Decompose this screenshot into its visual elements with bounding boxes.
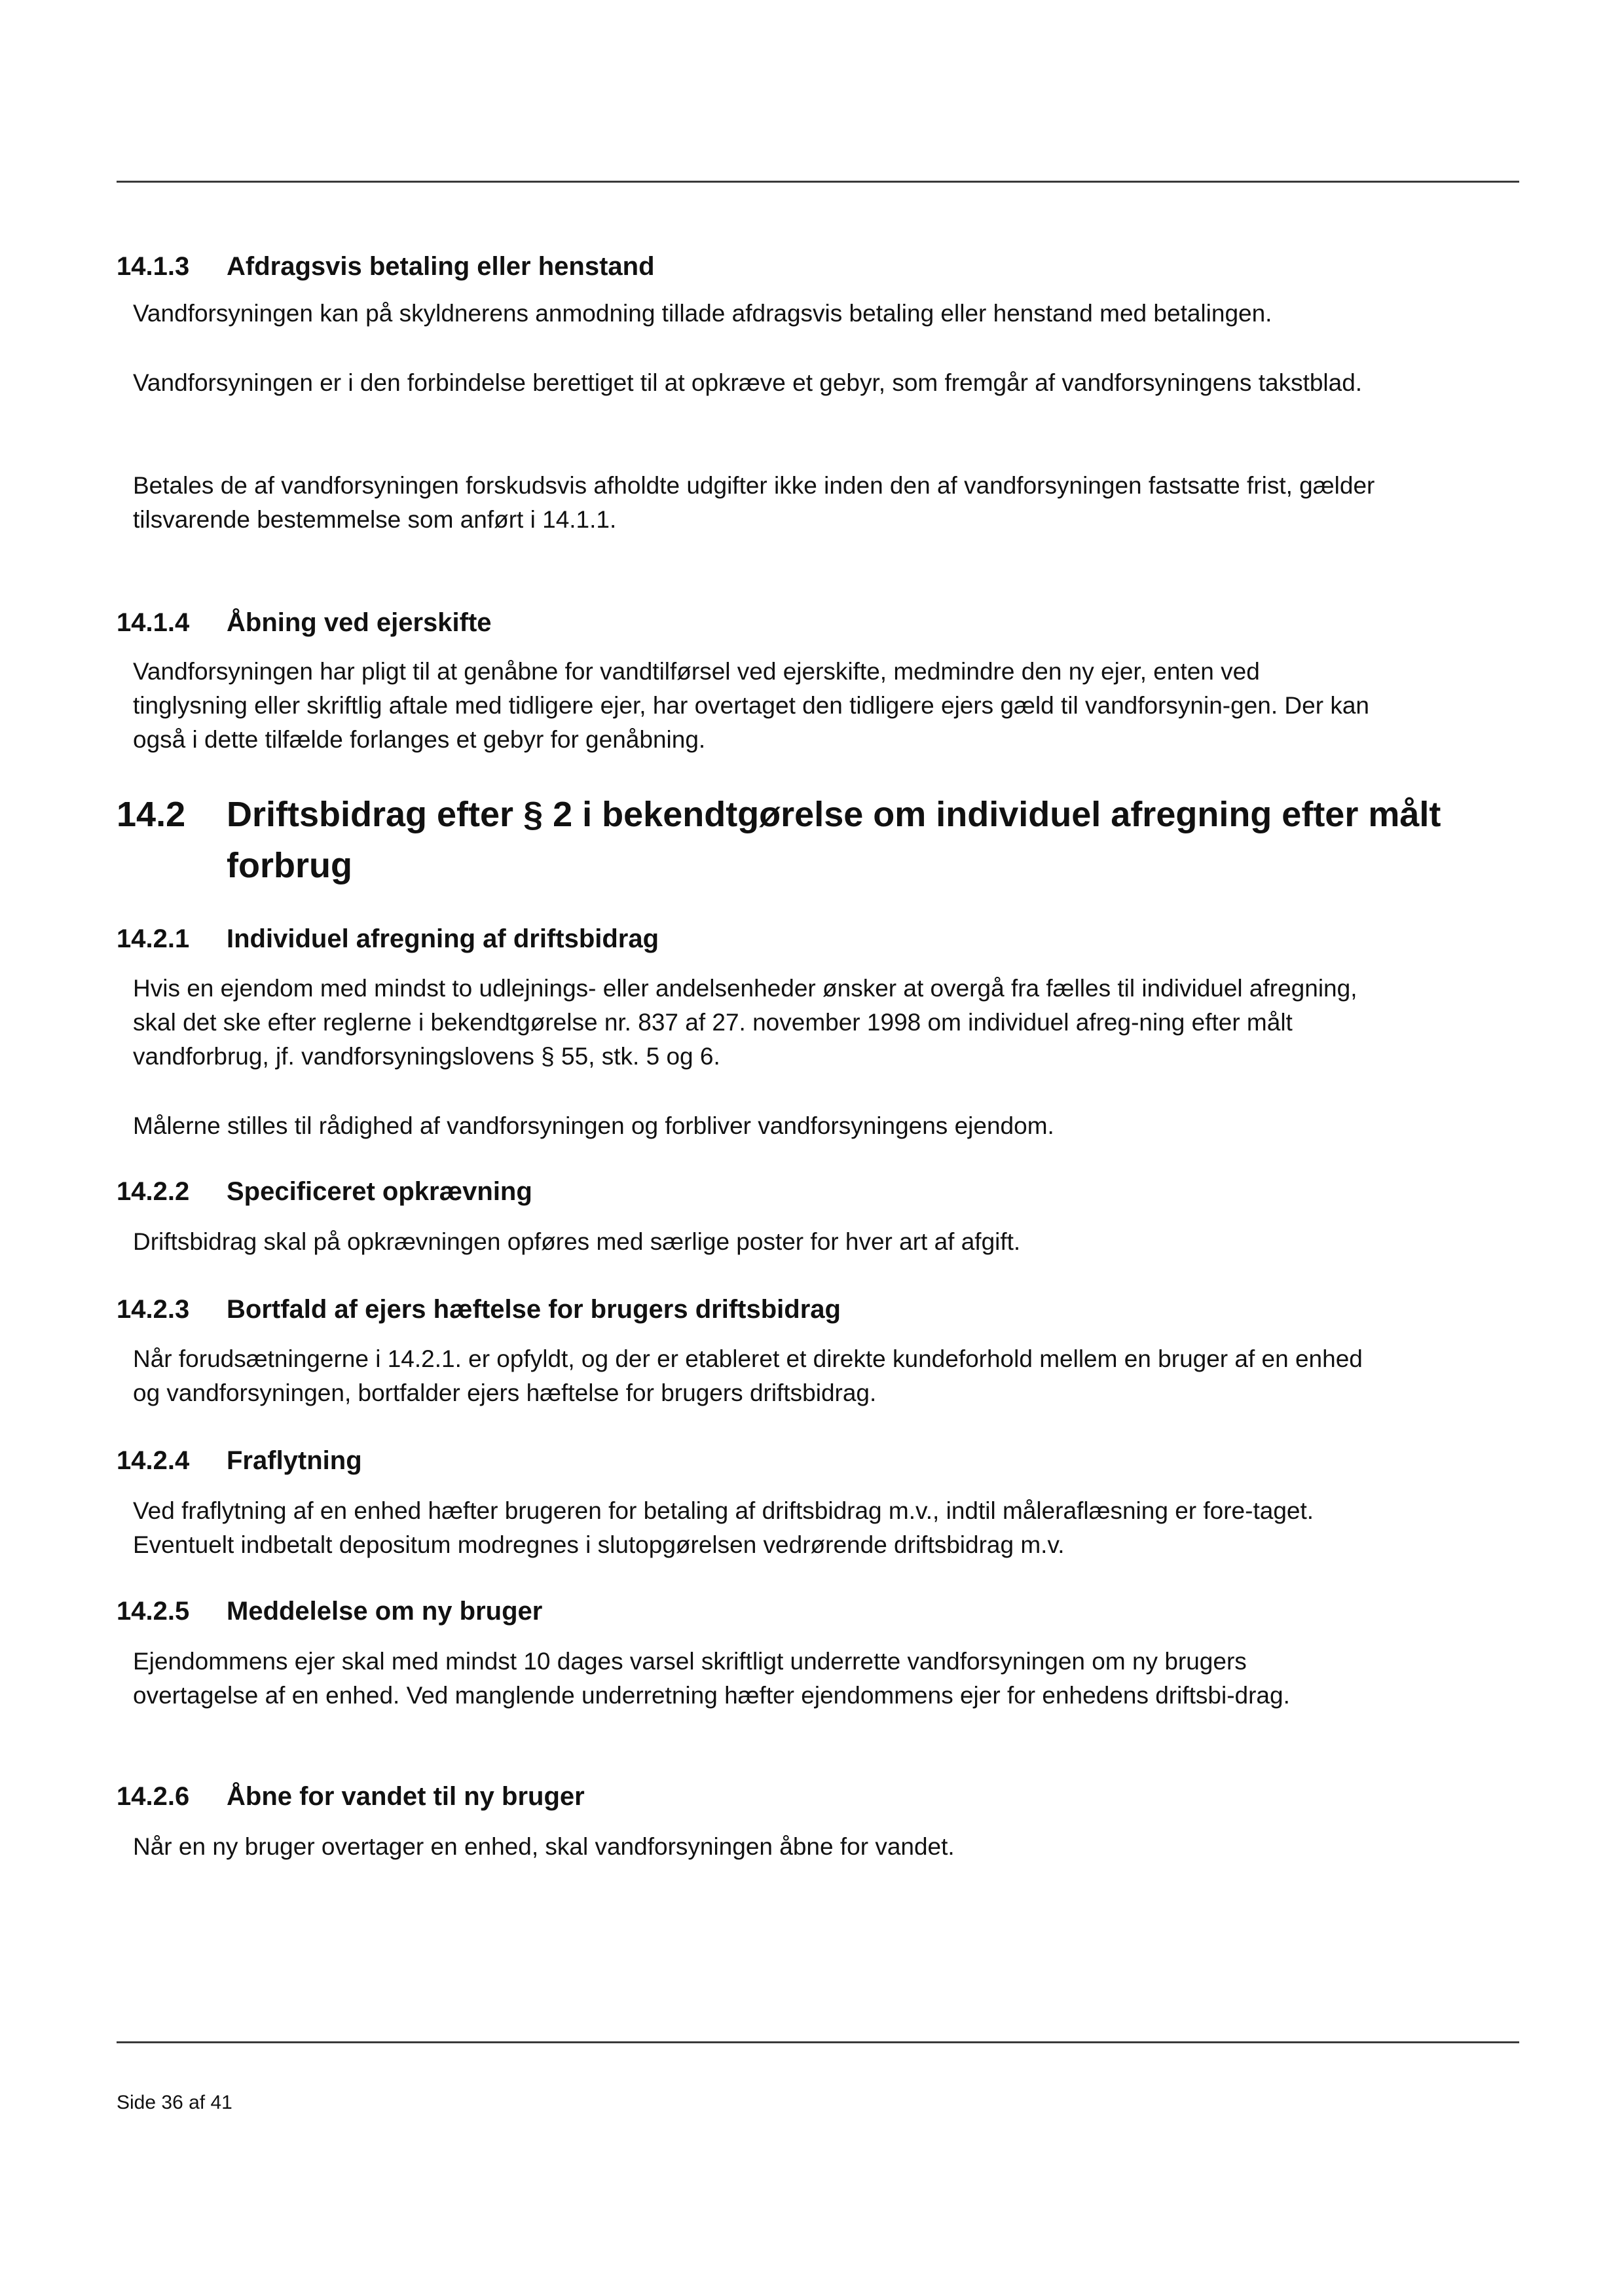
section-heading-14-2-6 (117, 1779, 585, 1813)
paragraph: Driftsbidrag skal på opkrævningen opføres med særlige poster for hver art af afgift. (133, 1228, 1021, 1255)
section-title: Åbne for vandet til ny bruger (227, 1782, 585, 1811)
section-number: 14.1.4 (117, 608, 190, 637)
paragraph: Vandforsyningen kan på skyldnerens anmodning tillade afdragsvis betaling eller henstand med betalingen. (133, 300, 1272, 327)
section-number: 14.2.5 (117, 1597, 190, 1626)
paragraph: Når forudsætningerne i 14.2.1. er opfyldt, og der er etableret et direkte kundeforhold mellem en bruger af en enhed og vandforsyningen, bortfalder ejers hæftelse for brugers driftsbidrag. (133, 1345, 1363, 1406)
page-number: Side 36 af 41 (117, 2092, 232, 2113)
footer-rule (117, 2041, 1519, 2043)
section-heading-14-2-1 (117, 922, 659, 956)
section-heading-14-2-2 (117, 1175, 532, 1209)
section-title: Bortfald af ejers hæftelse for brugers driftsbidrag (227, 1295, 841, 1324)
paragraph: Betales de af vandforsyningen forskudsvis afholdte udgifter ikke inden den af vandforsyningen fastsatte frist, gælder tilsvarende bestemmelse som anført i 14.1.1. (133, 472, 1375, 533)
section-number: 14.2.2 (117, 1177, 190, 1206)
section-heading-14-2-3 (117, 1292, 841, 1326)
paragraph: Ved fraflytning af en enhed hæfter brugeren for betaling af driftsbidrag m.v., indtil måleraflæsning er fore-taget. Eventuelt indbetalt depositum modregnes i slutopgørelsen vedrørende driftsbidrag m.v. (133, 1497, 1314, 1558)
paragraph: Ejendommens ejer skal med mindst 10 dages varsel skriftligt underrette vandforsyningen om ny brugers overtagelse af en enhed. Ved manglende underretning hæfter ejendommens ejer for enhedens driftsbi-drag. (133, 1648, 1290, 1709)
paragraph: Målerne stilles til rådighed af vandforsyningen og forbliver vandforsyningens ejendom. (133, 1112, 1054, 1139)
section-number: 14.2 (117, 795, 186, 834)
paragraph: Hvis en ejendom med mindst to udlejnings- eller andelsenheder ønsker at overgå fra fælles til individuel afregning, skal det ske efter reglerne i bekendtgørelse nr. 837 af 27. november 1998 om individuel afreg-ning efter målt vandforbrug, jf. vandforsyningslovens § 55, stk. 5 og 6. (133, 975, 1357, 1070)
paragraph: Vandforsyningen har pligt til at genåbne for vandtilførsel ved ejerskifte, medmindre den ny ejer, enten ved tinglysning eller skriftlig aftale med tidligere ejer, har overtaget den tidligere ejers gæld til vandforsynin-gen. Der kan også i dette tilfælde forlanges et gebyr for genåbning. (133, 658, 1369, 753)
section-heading-14-1-4 (117, 606, 492, 640)
section-heading-14-2 (117, 789, 1471, 891)
section-heading-14-2-4 (117, 1444, 362, 1478)
section-title: Driftsbidrag efter § 2 i bekendtgørelse om individuel afregning efter målt forbrug (227, 795, 1441, 885)
section-number: 14.2.4 (117, 1446, 190, 1475)
section-title: Meddelelse om ny bruger (227, 1597, 543, 1626)
section-title: Individuel afregning af driftsbidrag (227, 924, 659, 953)
section-number: 14.2.3 (117, 1295, 190, 1324)
section-number: 14.2.6 (117, 1782, 190, 1811)
section-heading-14-1-3 (117, 249, 655, 283)
section-heading-14-2-5 (117, 1594, 542, 1628)
section-title: Fraflytning (227, 1446, 362, 1475)
section-title: Specificeret opkrævning (227, 1177, 532, 1206)
section-title: Åbning ved ejerskifte (227, 608, 492, 637)
section-number: 14.1.3 (117, 252, 190, 281)
paragraph: Vandforsyningen er i den forbindelse berettiget til at opkræve et gebyr, som fremgår af vandforsyningens takstblad. (133, 369, 1363, 396)
paragraph: Når en ny bruger overtager en enhed, skal vandforsyningen åbne for vandet. (133, 1833, 955, 1860)
section-title: Afdragsvis betaling eller henstand (227, 252, 655, 281)
section-number: 14.2.1 (117, 924, 190, 953)
header-rule (117, 181, 1519, 183)
